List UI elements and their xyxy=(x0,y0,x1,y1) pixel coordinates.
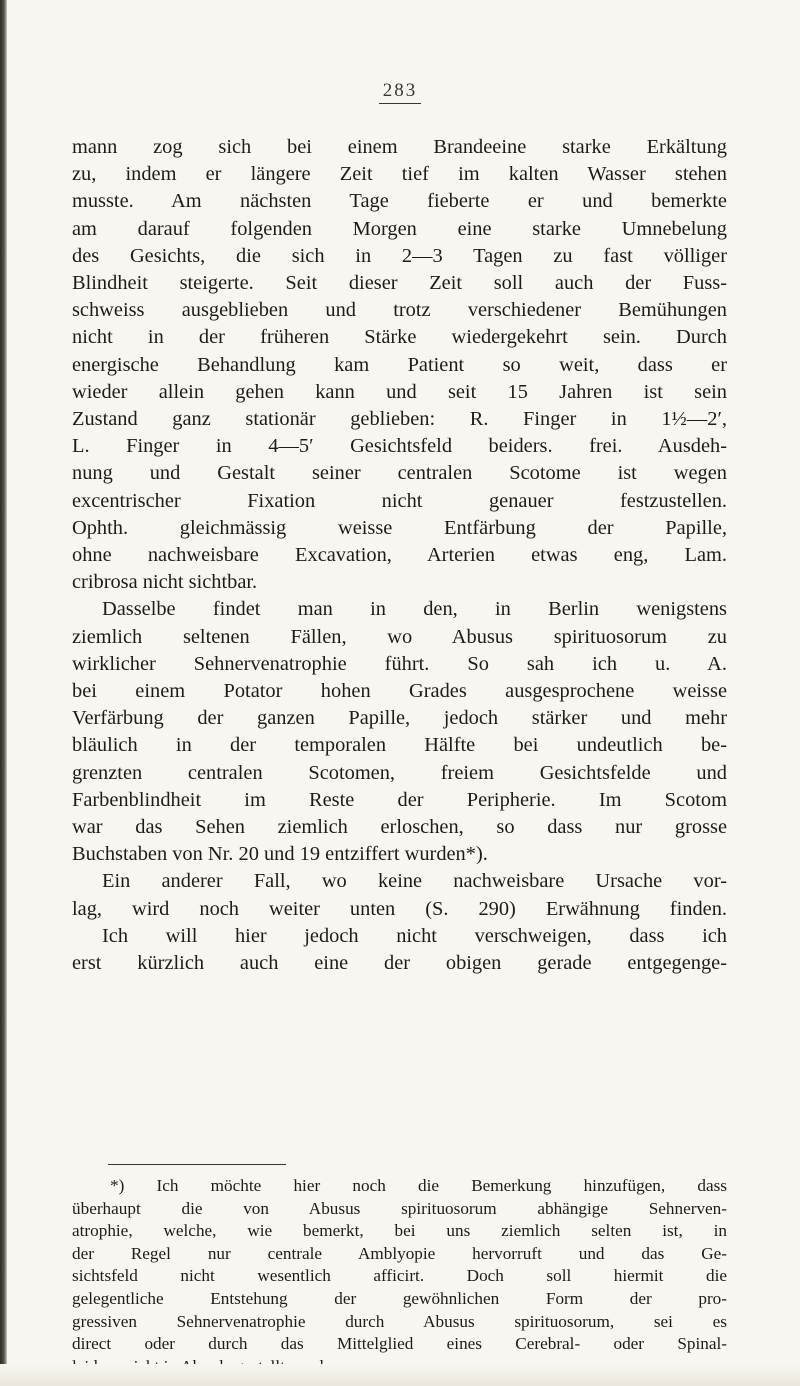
text-line: energische Behandlung kam Patient so weit, dass er xyxy=(72,353,727,376)
text-line: am darauf folgenden Morgen eine starke Umnebelung xyxy=(72,217,727,240)
footnote-divider xyxy=(108,1164,286,1165)
text-line: wirklicher Sehnervenatrophie führt. So sah ich u. A. xyxy=(72,652,727,675)
text-line: Ophth. gleichmässig weisse Entfärbung der Papille, xyxy=(72,516,727,539)
footnote-line: atrophie, welche, wie bemerkt, bei uns ziemlich selten ist, in xyxy=(72,1221,727,1241)
text-line: Verfärbung der ganzen Papille, jedoch stärker und mehr xyxy=(72,707,727,730)
text-line: musste. Am nächsten Tage fieberte er und bemerkte xyxy=(72,190,727,213)
text-line: Zustand ganz stationär geblieben: R. Finger in 1½—2′, xyxy=(72,408,727,431)
text-line: nung und Gestalt seiner centralen Scotome ist wegen xyxy=(72,462,727,485)
text-line: bei einem Potator hohen Grades ausgesprochene weisse xyxy=(72,680,727,703)
text-line: Dasselbe findet man in den, in Berlin wenigstens xyxy=(102,598,727,621)
text-line: cribrosa nicht sichtbar. xyxy=(72,571,258,594)
main-text xyxy=(72,134,727,977)
page-bottom-edge xyxy=(0,1364,800,1386)
text-line: Ein anderer Fall, wo keine nachweisbare Ursache vor- xyxy=(102,870,727,893)
page-binding-edge xyxy=(0,0,7,1386)
page-number xyxy=(0,80,800,102)
text-line: war das Sehen ziemlich erloschen, so dass nur grosse xyxy=(72,816,727,839)
text-line: Blindheit steigerte. Seit dieser Zeit soll auch der Fuss- xyxy=(72,272,727,295)
footnote-line: sichtsfeld nicht wesentlich afficirt. Doch soll hiermit die xyxy=(72,1266,727,1286)
text-line: erst kürzlich auch eine der obigen gerade entgegenge- xyxy=(72,952,727,975)
text-line: L. Finger in 4—5′ Gesichtsfeld beiders. frei. Ausdeh- xyxy=(72,435,727,458)
text-line: bläulich in der temporalen Hälfte bei undeutlich be- xyxy=(72,734,727,757)
text-line: ziemlich seltenen Fällen, wo Abusus spirituosorum zu xyxy=(72,625,727,648)
text-line: ohne nachweisbare Excavation, Arterien etwas eng, Lam. xyxy=(72,544,727,567)
footnote-line: direct oder durch das Mittelglied eines Cerebral- oder Spinal- xyxy=(72,1334,727,1354)
text-line: nicht in der früheren Stärke wiedergekehrt sein. Durch xyxy=(72,326,727,349)
footnote-line: gressiven Sehnervenatrophie durch Abusus spirituosorum, sei es xyxy=(72,1311,727,1331)
text-line: wieder allein gehen kann und seit 15 Jahren ist sein xyxy=(72,380,727,403)
text-line: Ich will hier jedoch nicht verschweigen, dass ich xyxy=(102,924,727,947)
footnote-line: *) Ich möchte hier noch die Bemerkung hinzufügen, dass xyxy=(110,1176,727,1195)
text-line: Farbenblindheit im Reste der Peripherie. Im Scotom xyxy=(72,788,727,811)
page-number-text: 283 xyxy=(379,80,422,104)
text-line: grenzten centralen Scotomen, freiem Gesichtsfelde und xyxy=(72,761,727,784)
text-line: lag, wird noch weiter unten (S. 290) Erwähnung finden. xyxy=(72,897,727,920)
footnote-line: der Regel nur centrale Amblyopie hervorruft und das Ge- xyxy=(72,1243,727,1263)
footnote-line: überhaupt die von Abusus spirituosorum abhängige Sehnerven- xyxy=(72,1198,727,1218)
text-line: schweiss ausgeblieben und trotz verschiedener Bemühungen xyxy=(72,299,727,322)
text-line: Buchstaben von Nr. 20 und 19 entziffert wurden*). xyxy=(72,843,488,866)
footnote-line: gelegentliche Entstehung der gewöhnlichen Form der pro- xyxy=(72,1288,727,1308)
footnote xyxy=(72,1175,727,1378)
text-line: des Gesichts, die sich in 2—3 Tagen zu fast völliger xyxy=(72,244,727,267)
text-line: zu, indem er längere Zeit tief im kalten Wasser stehen xyxy=(72,163,727,186)
text-line: excentrischer Fixation nicht genauer festzustellen. xyxy=(72,489,727,512)
text-line: mann zog sich bei einem Brandeeine starke Erkältung xyxy=(72,136,727,158)
